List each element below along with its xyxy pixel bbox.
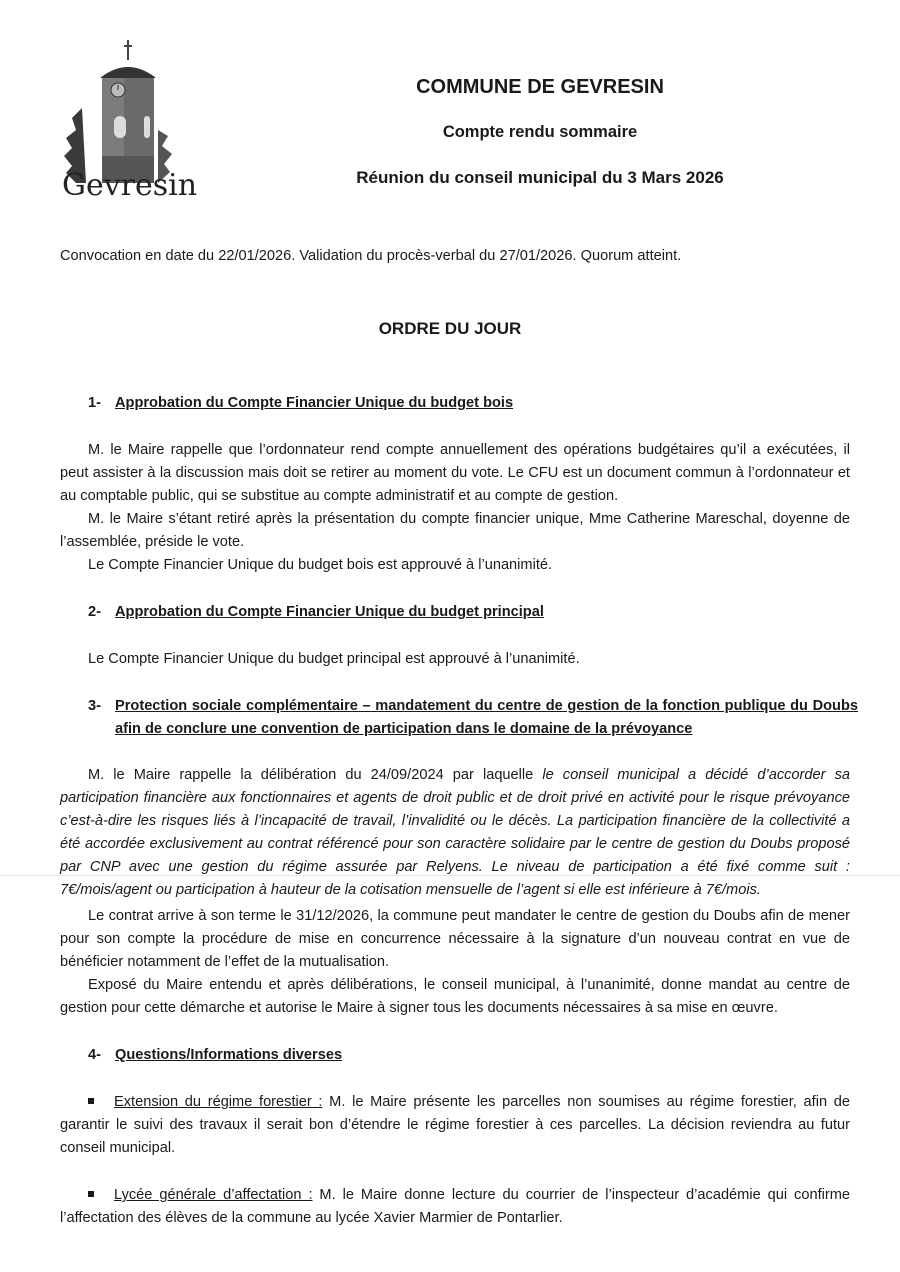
meeting-title: Réunion du conseil municipal du 3 Mars 2026 <box>356 168 724 187</box>
commune-title: COMMUNE DE GEVRESIN <box>416 76 664 98</box>
agenda-title: ORDRE DU JOUR <box>378 319 522 338</box>
section-2-heading <box>88 601 858 624</box>
bullet-icon <box>88 1191 94 1197</box>
section-number: 2- <box>88 604 101 620</box>
section-3-paragraph-2: Le contrat arrive à son terme le 31/12/2026, la commune peut mandater le centre de gestion du Doubs afin de mener pour son compte la procédure de mise en concurrence nécessaire à la signature d’un nouveau contrat en vue de bénéficier notamment de l’effet de la mutualisation. <box>60 908 850 970</box>
section-number: 1- <box>88 395 101 411</box>
paragraph-quote: le conseil municipal a décidé d’accorder sa participation financière aux fonctionnaires et agents de droit public et de droit privé en activité pour le risque prévoyance c’est-à-dire les risques liés à l’incapacité de travail, l’invalidité ou le décès. La participation financière de la collectivité a été accordée exclusivement au contrat référencé pour son caractère solidaire par le centre de gestion du Doubs proposé par CNP avec une gestion du régime assurée par Relyens. Le niveau de participation a été fixé comme suit : 7€/mois/agent ou participation à hauteur de la cotisation mensuelle de l’agent si elle est inférieure à 7€/mois. <box>60 767 850 898</box>
section-title: Questions/Informations diverses <box>115 1047 343 1063</box>
section-number: 4- <box>88 1047 101 1063</box>
section-1-paragraph-2: M. le Maire s’étant retiré après la présentation du compte financier unique, Mme Catherine Mareschal, doyenne de l’assemblée, préside le vote. <box>60 511 850 550</box>
section-1-paragraph-1: M. le Maire rappelle que l’ordonnateur rend compte annuellement des opérations budgétaires qu’il a exécutées, il peut assister à la discussion mais doit se retirer au moment du vote. Le CFU est un document commun à l’ordonnateur et au comptable public, qui se substitue au compte administratif et au compte de gestion. <box>60 442 850 504</box>
section-3-paragraph-1 <box>60 764 850 902</box>
section-4-heading <box>88 1044 858 1067</box>
item-label: Lycée générale d’affectation : <box>114 1187 313 1203</box>
section-3-paragraph-3: Exposé du Maire entendu et après délibérations, le conseil municipal, à l’unanimité, donne mandat au centre de gestion pour cette démarche et autorise le Maire à signer tous les documents nécessaires à sa mise en œuvre. <box>60 977 850 1016</box>
paragraph-intro: M. le Maire rappelle la délibération du 24/09/2024 par laquelle <box>88 767 543 783</box>
document-type: Compte rendu sommaire <box>442 123 638 141</box>
item-label: Extension du régime forestier : <box>114 1094 323 1110</box>
section-title: Protection sociale complémentaire – mandatement du centre de gestion de la fonction publique du Doubs afin de conclure une convention de participation dans le domaine de la prévoyance <box>115 698 858 737</box>
section-title: Approbation du Compte Financier Unique du budget bois <box>115 395 514 411</box>
section-1-heading <box>88 392 858 415</box>
section-number: 3- <box>88 698 101 714</box>
info-item <box>60 1184 850 1230</box>
item-text: M. le Maire donne lecture du courrier de l’inspecteur d’académie qui confirme l’affectation des élèves de la commune au lycée Xavier Marmier de Pontarlier. <box>60 1187 850 1226</box>
bullet-icon <box>88 1098 94 1104</box>
logo-wordmark: Gevresin <box>62 168 198 203</box>
section-1-paragraph-3: Le Compte Financier Unique du budget bois est approuvé à l’unanimité. <box>88 557 553 573</box>
info-item <box>60 1091 850 1160</box>
scan-artifact-line <box>0 875 900 876</box>
item-text: M. le Maire présente les parcelles non soumises au régime forestier, afin de garantir le suivi des travaux il serait bon d’étendre le régime forestier à ces parcelles. La décision reviendra au futur conseil municipal. <box>60 1094 850 1156</box>
section-3-heading <box>88 695 858 741</box>
section-2-paragraph-1: Le Compte Financier Unique du budget principal est approuvé à l’unanimité. <box>88 651 580 667</box>
convocation-line: Convocation en date du 22/01/2026. Validation du procès-verbal du 27/01/2026. Quorum atteint. <box>60 248 682 264</box>
section-title: Approbation du Compte Financier Unique du budget principal <box>115 604 544 620</box>
